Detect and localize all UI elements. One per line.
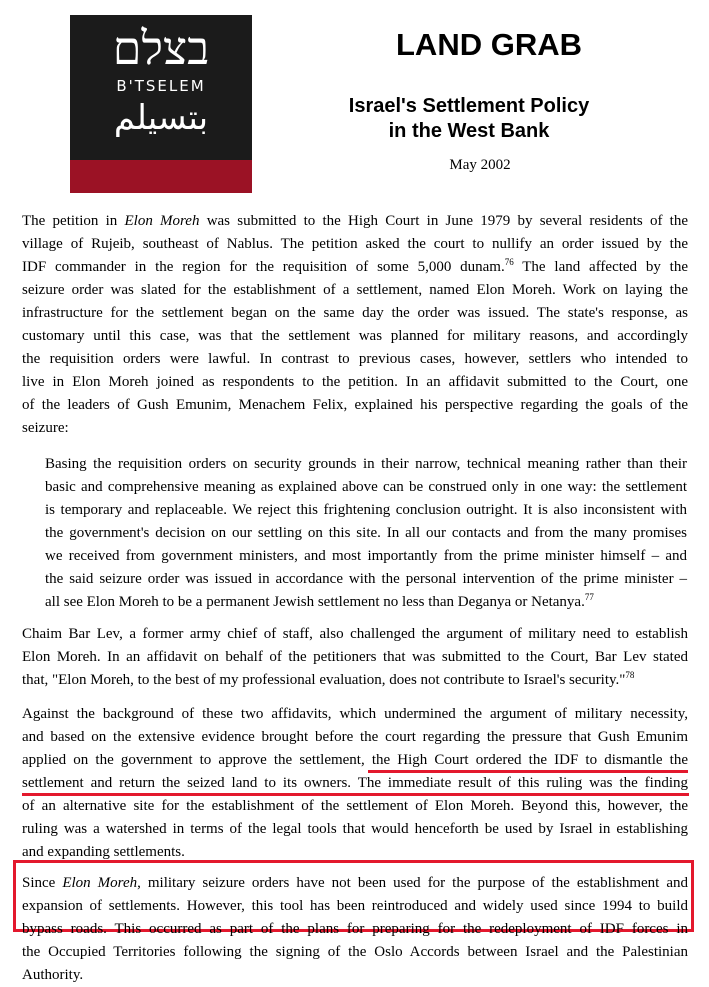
text-line: expansion of settlements. However, this tool has been reintroduced and widely used since 1994 to build [22, 898, 688, 914]
paragraph-1 [22, 210, 688, 440]
text-line: of an alternative site for the establishment of the settlement of Elon Moreh. Beyond this, however, the [22, 798, 688, 814]
text-line: IDF commander in the region for the requisition of some 5,000 dunam.$^{76}$ The land affected by the [22, 257, 689, 275]
text-line: the government's decision on our settling on this site. In all our contacts and from the many promises [45, 525, 687, 541]
text-line: live in Elon Moreh joined as respondents to the petition. In an affidavit submitted to the Court, one [22, 374, 688, 390]
text-line: and based on the extensive evidence brought before the court regarding the pressure that Gush Emunim [22, 729, 688, 745]
text-line: we received from government ministers, and most importantly from the prime minister himself – and [45, 548, 687, 564]
text-line: is temporary and replaceable. We reject this frightening conclusion outright. It is also inconsistent with [45, 502, 687, 518]
document-subtitle [300, 94, 638, 144]
text-line: Basing the requisition orders on security grounds in their narrow, technical meaning rather than their [45, 456, 687, 472]
text-line: basic and comprehensive meaning as explained above can be construed only in one way: the settlement [45, 479, 687, 495]
text-line: seizure order was slated for the establishment of a settlement, named Elon Moreh. Work on laying the [22, 282, 688, 298]
case-name: Elon Moreh [124, 213, 200, 229]
subtitle-line-1: Israel's Settlement Policy [348, 95, 590, 117]
text-line: Authority. [22, 967, 84, 983]
text-line: and expanding settlements. [22, 844, 185, 860]
text-line: settlement and return the seized land to its owners. The immediate result of this ruling was the finding [22, 775, 688, 791]
logo-latin-text: B'TSELEM [116, 77, 206, 95]
text-line: Chaim Bar Lev, a former army chief of staff, also challenged the argument of military need to establish [22, 626, 688, 642]
text-line: village of Rujeib, southeast of Nablus. The petition asked the court to nullify an order issued by the [22, 236, 688, 252]
document-title: LAND GRAB [396, 27, 582, 62]
block-quote [45, 453, 687, 614]
text-line: applied on the government to approve the settlement, the High Court ordered the IDF to dismantle the [22, 752, 688, 768]
text-line: seizure: [22, 420, 69, 436]
text-line: customary until this case, was that the settlement was planned for military reasons, and accordingly [22, 328, 688, 344]
text-line: of the leaders of Gush Emunim, Menachem Felix, explained his perspective regarding the goals of the [22, 397, 688, 413]
text-line: that, "Elon Moreh, to the best of my professional evaluation, does not contribute to Israel's security."$^{78}$ [22, 670, 635, 688]
text-line: Against the background of these two affidavits, which undermined the argument of military necessity, [22, 706, 688, 722]
footnote-77[interactable]: 77 [584, 592, 594, 602]
text-line: all see Elon Moreh to be a permanent Jewish settlement no less than Deganya or Netanya.$^{77}$ [45, 592, 594, 610]
text-line: The petition in Elon Moreh was submitted to the High Court in June 1979 by several residents of the [22, 213, 688, 229]
text-line: the Occupied Territories following the signing of the Oslo Accords between Israel and the Palestinian [22, 944, 688, 960]
case-name: Elon Moreh [62, 875, 138, 891]
logo-hebrew-text: בצלם [112, 21, 210, 75]
text-line: the requisition orders were lawful. In contrast to previous cases, however, settlers who intended to [22, 351, 688, 367]
red-underline-annotation [22, 793, 689, 796]
red-underline-annotation [368, 770, 688, 773]
btselem-logo [70, 15, 252, 193]
paragraph-4 [22, 703, 688, 864]
paragraph-3 [22, 623, 688, 692]
text-line: bypass roads. This occurred as part of the plans for preparing for the redeployment of IDF forces in [22, 921, 688, 937]
text-line: ruling was a watershed in terms of the legal tools that would henceforth be used by Israel in establishing [22, 821, 688, 837]
document-date: May 2002 [449, 157, 511, 173]
text-line: the said seizure order was issued in accordance with the personal intervention of the prime minister – [45, 571, 687, 587]
logo-red-bar [70, 160, 252, 193]
subtitle-line-2: in the West Bank [388, 120, 550, 142]
footnote-76[interactable]: 76 [504, 257, 514, 267]
paragraph-5 [22, 872, 688, 987]
text-line: Elon Moreh. In an affidavit on behalf of the petitioners that was submitted to the Court, Bar Lev stated [22, 649, 688, 665]
text-line: infrastructure for the settlement began on the same day the order was issued. The state's response, as [22, 305, 688, 321]
logo-arabic-text: بتسيلم [113, 98, 209, 138]
footnote-78[interactable]: 78 [625, 670, 635, 680]
text-line: Since Elon Moreh, military seizure orders have not been used for the purpose of the establishment and [22, 875, 689, 891]
